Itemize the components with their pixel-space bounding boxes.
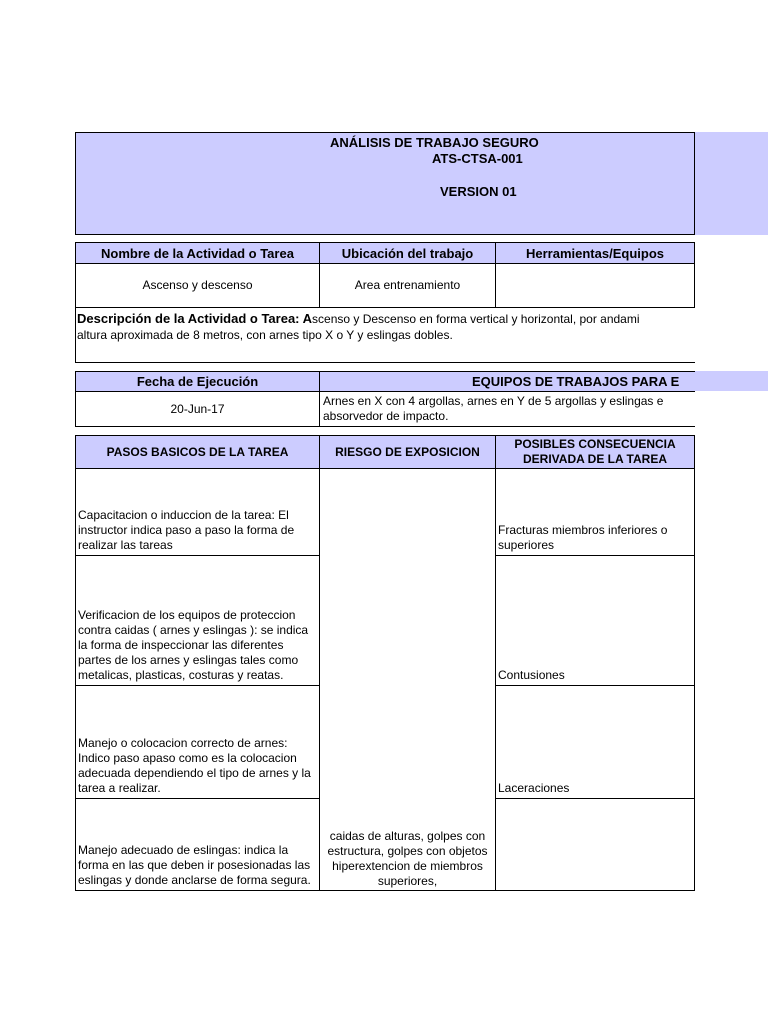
- description-text-1: scenso y Descenso en forma vertical y horizontal, por andami: [312, 312, 640, 326]
- date-header: Fecha de Ejecución: [75, 371, 320, 392]
- document-title: ANÁLISIS DE TRABAJO SEGURO: [330, 135, 539, 150]
- step-cell-3: [75, 685, 320, 799]
- step-cell-2: [75, 555, 320, 686]
- consequence-cell-3: [495, 685, 695, 799]
- description-line-1: [77, 311, 695, 326]
- step-text-4: Manejo adecuado de eslingas: indica la forma en las que deben ir posesionadas las eslingas y donde anclarse de forma segura.: [78, 843, 311, 887]
- risk-text: caidas de alturas, golpes con estructura, golpes con objetos hiperextencion de miembros superiores,: [327, 829, 488, 888]
- col-header-location: Ubicación del trabajo: [319, 242, 496, 264]
- header-block-overflow: [695, 132, 768, 235]
- risk-cell: [319, 468, 496, 891]
- col-header-risk: RIESGO DE EXPOSICION: [319, 435, 496, 469]
- step-cell-1: [75, 468, 320, 556]
- consequence-cell-4: [495, 798, 695, 891]
- step-text-1: Capacitacion o induccion de la tarea: El instructor indica paso a paso la forma de realizar las tareas: [78, 508, 295, 552]
- tools-value: [495, 263, 695, 308]
- col-header-consequence: [495, 435, 695, 469]
- document-version: VERSION 01: [440, 184, 517, 199]
- consequence-text-3: Laceraciones: [498, 781, 570, 795]
- consequence-text-1: Fracturas miembros inferiores o superiores: [498, 523, 668, 552]
- equipment-header-text: EQUIPOS DE TRABAJOS PARA E: [472, 374, 680, 389]
- col-header-consequence-line-1: POSIBLES CONSECUENCIA: [514, 437, 676, 451]
- equipment-value: [319, 391, 695, 427]
- consequence-cell-2: [495, 555, 695, 686]
- location-value: Area entrenamiento: [319, 263, 496, 308]
- document-code: ATS-CTSA-001: [432, 151, 523, 166]
- col-header-activity: Nombre de la Actividad o Tarea: [75, 242, 320, 264]
- step-text-2: Verificacion de los equipos de proteccion contra caidas ( arnes y eslingas ): se indica la forma de inspeccionar las diferentes partes de los arnes y eslingas tales como metalicas, plasticas, costuras y reatas.: [78, 608, 309, 682]
- date-value: 20-Jun-17: [75, 391, 320, 427]
- description-label: Descripción de la Actividad o Tarea:: [77, 311, 303, 326]
- col-header-steps: PASOS BASICOS DE LA TAREA: [75, 435, 320, 469]
- equipment-line-1: Arnes en X con 4 argollas, arnes en Y de 5 argollas y eslingas e: [323, 394, 664, 408]
- col-header-tools: Herramientas/Equipos: [495, 242, 695, 264]
- equipment-header-overflow: [695, 371, 768, 391]
- consequence-text-2: Contusiones: [498, 668, 565, 682]
- activity-value: Ascenso y descenso: [75, 263, 320, 308]
- col-header-consequence-line-2: DERIVADA DE LA TAREA: [523, 452, 667, 466]
- description-line-2: altura aproximada de 8 metros, con arnes tipo X o Y y eslingas dobles.: [77, 328, 453, 342]
- equipment-header: [319, 371, 695, 392]
- consequence-cell-1: [495, 468, 695, 556]
- step-text-3: Manejo o colocacion correcto de arnes: Indico paso apaso como es la colocacion adecuada dependiendo el tipo de arnes y la tarea a realizar.: [78, 736, 311, 795]
- step-cell-4: [75, 798, 320, 891]
- equipment-line-2: absorvedor de impacto.: [323, 409, 449, 423]
- description-first-letter: A: [302, 311, 313, 326]
